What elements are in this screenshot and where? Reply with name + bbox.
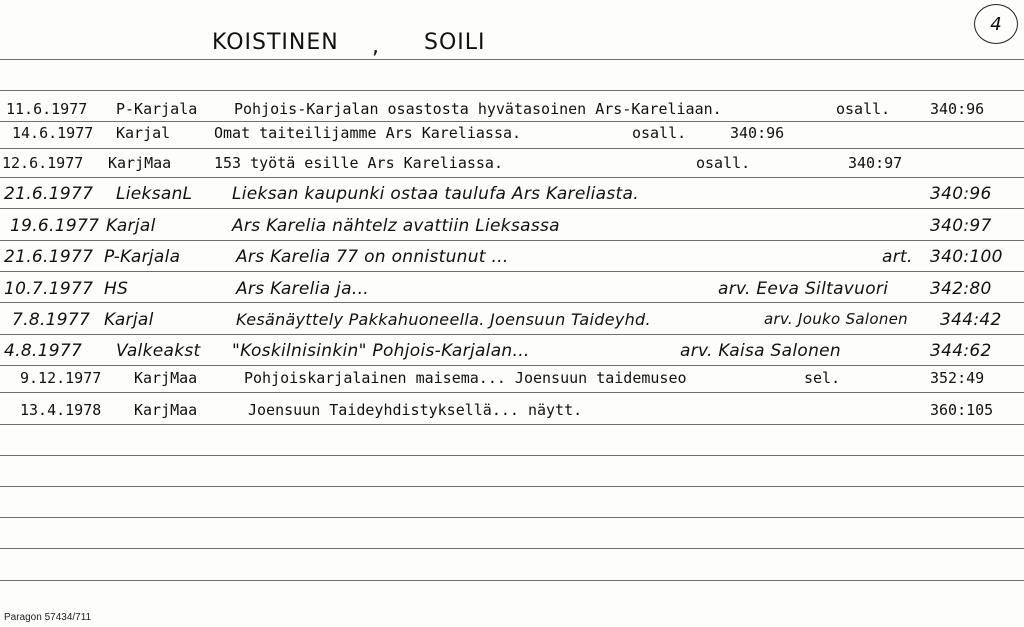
card-rule [0,59,1024,60]
entry-note: art. [882,247,913,267]
entry-date: 13.4.1978 [20,401,102,419]
entry-source: Valkeakst [116,341,201,361]
entry-source: LieksanL [116,184,193,204]
entry-ref: 344:42 [940,310,1002,330]
entry-text: Ars Karelia 77 on onnistunut ... [236,247,509,267]
entry-note: sel. [804,369,841,387]
card-rule [0,177,1024,178]
card-rule [0,121,1024,122]
entry-text: Ars Karelia ja... [236,279,370,299]
entry-ref: 360:105 [930,401,994,419]
entry-source: KarjMaa [134,369,198,387]
entry-text: "Koskilnisinkin" Pohjois-Karjalan... [232,341,530,361]
surname: KOISTINEN [212,30,339,55]
entry-ref: 342:80 [930,279,992,299]
entry-date: 7.8.1977 [12,310,91,330]
entry-text: Pohjois-Karjalan osastosta hyvätasoinen Ars-Kareliaan. [234,100,722,118]
entry-text: 153 työtä esille Ars Kareliassa. [214,154,503,172]
card-rule [0,455,1024,456]
entry-note: osall. [632,124,687,142]
entry-note: arv. Kaisa Salonen [680,341,841,361]
entry-source: HS [104,279,129,299]
entry-ref: 340:100 [930,247,1003,267]
name-comma: , [372,34,379,59]
entry-note: arv. Jouko Salonen [764,310,908,328]
entry-date: 19.6.1977 [10,216,100,236]
card-rule [0,365,1024,366]
entry-ref: 340:96 [730,124,785,142]
entry-source: P-Karjala [116,100,198,118]
card-rule [0,392,1024,393]
entry-note: osall. [836,100,891,118]
entry-text: Ars Karelia nähtelz avattiin Lieksassa [232,216,560,236]
card-rule [0,424,1024,425]
entry-source: Karjal [106,216,156,236]
entry-text: Joensuun Taideyhdistyksellä... näytt. [248,401,583,419]
entry-source: KarjMaa [108,154,172,172]
entry-date: 21.6.1977 [4,247,94,267]
card-rule [0,302,1024,303]
entry-date: 4.8.1977 [4,341,83,361]
entry-ref: 340:96 [930,100,985,118]
entry-note: arv. Eeva Siltavuori [718,279,889,299]
firstname: SOILI [424,30,486,55]
entry-ref: 340:97 [848,154,903,172]
card-rule [0,580,1024,581]
entry-ref: 344:62 [930,341,992,361]
entry-date: 12.6.1977 [2,154,84,172]
printer-imprint: Paragon 57434/711 [4,612,92,623]
entry-ref: 340:97 [930,216,992,236]
entry-source: Karjal [104,310,154,330]
card-rule [0,148,1024,149]
card-rule [0,271,1024,272]
card-rule [0,548,1024,549]
entry-ref: 352:49 [930,369,985,387]
entry-text: Lieksan kaupunki ostaa taulufa Ars Kareliasta. [232,184,639,204]
card-rule [0,334,1024,335]
entry-text: Omat taiteilijamme Ars Kareliassa. [214,124,522,142]
card-rule [0,517,1024,518]
entry-date: 11.6.1977 [6,100,88,118]
card-number-badge [974,4,1018,44]
card-rule [0,240,1024,241]
entry-text: Pohjoiskarjalainen maisema... Joensuun taidemuseo [244,369,687,387]
entry-source: KarjMaa [134,401,198,419]
card-rule [0,90,1024,91]
entry-date: 21.6.1977 [4,184,94,204]
card-rule [0,208,1024,209]
entry-date: 14.6.1977 [12,124,94,142]
entry-ref: 340:96 [930,184,992,204]
entry-source: P-Karjala [104,247,181,267]
entry-date: 9.12.1977 [20,369,102,387]
entry-text: Kesänäyttely Pakkahuoneella. Joensuun Taideyhd. [236,310,651,329]
entry-source: Karjal [116,124,171,142]
entry-date: 10.7.1977 [4,279,94,299]
card-rule [0,486,1024,487]
card-number: 4 [990,13,1002,35]
entry-note: osall. [696,154,751,172]
